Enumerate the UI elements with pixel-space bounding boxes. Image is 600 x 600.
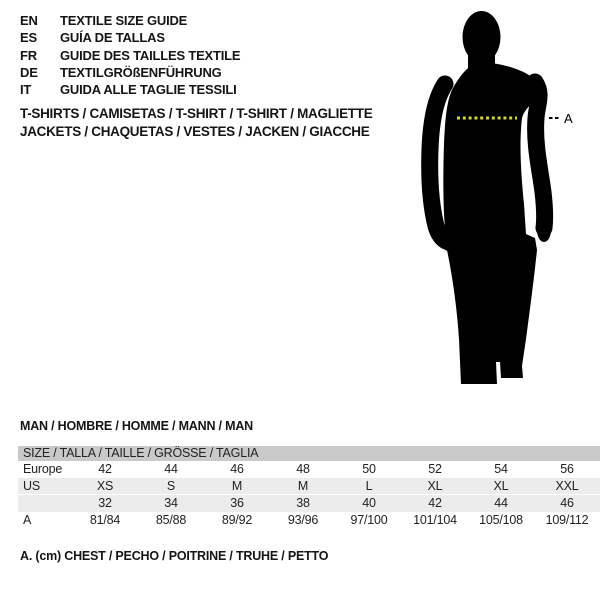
- size-cell: XS: [96, 479, 114, 493]
- size-cell: XXL: [555, 479, 579, 493]
- guide-title: TEXTILGRÖßENFÜHRUNG: [60, 64, 222, 80]
- size-cell: 97/100: [350, 513, 388, 527]
- size-cell: 32: [98, 496, 112, 510]
- size-cell: XL: [427, 479, 443, 493]
- section-title-man: MAN / HOMBRE / HOMME / MANN / MAN: [20, 419, 253, 433]
- size-cell: 40: [362, 496, 376, 510]
- language-row-de: [20, 64, 240, 81]
- size-cell: S: [166, 479, 176, 493]
- garment-line-tshirts: T-SHIRTS / CAMISETAS / T-SHIRT / T-SHIRT / MAGLIETTE: [20, 106, 373, 121]
- size-cell: 36: [230, 496, 244, 510]
- man-silhouette-figure: [403, 4, 589, 394]
- size-cell: 56: [560, 462, 574, 476]
- guide-title: GUIDE DES TAILLES TEXTILE: [60, 47, 241, 63]
- size-cell: 93/96: [287, 513, 319, 527]
- measurement-footnote: A. (cm) CHEST / PECHO / POITRINE / TRUHE / PETTO: [20, 549, 329, 563]
- language-row-it: [20, 81, 240, 98]
- guide-title: GUIDA ALLE TAGLIE TESSILI: [60, 82, 237, 98]
- size-cell: 42: [428, 496, 442, 510]
- size-cell: M: [297, 479, 309, 493]
- size-cell: 50: [362, 462, 376, 476]
- size-cell: 101/104: [413, 513, 457, 527]
- size-cell: XL: [493, 479, 509, 493]
- size-table-row-chest: [18, 512, 600, 529]
- garment-types: [20, 105, 372, 140]
- language-code: ES: [20, 30, 37, 46]
- size-table-row-us: [18, 478, 600, 495]
- guide-title: GUÍA DE TALLAS: [60, 30, 165, 46]
- man-silhouette-graphic: [403, 4, 589, 394]
- size-cell: 48: [296, 462, 310, 476]
- size-cell: 42: [98, 462, 112, 476]
- row-label: [18, 495, 72, 512]
- silhouette-right-hand: [537, 218, 551, 242]
- silhouette-torso: [443, 62, 543, 250]
- size-table-row-alt: [18, 495, 600, 512]
- guide-title: TEXTILE SIZE GUIDE: [60, 13, 188, 28]
- size-cell: 81/84: [89, 513, 121, 527]
- language-code: FR: [20, 47, 37, 63]
- row-label: A: [23, 513, 32, 527]
- size-cell: 52: [428, 462, 442, 476]
- language-code: DE: [20, 64, 38, 80]
- size-cell: 46: [230, 462, 244, 476]
- row-label: US: [23, 479, 40, 493]
- size-cell: 34: [164, 496, 178, 510]
- silhouette-right-arm: [535, 82, 545, 228]
- size-cell: 44: [164, 462, 178, 476]
- language-row-fr: [20, 47, 240, 64]
- silhouette-left-hand: [441, 233, 457, 251]
- size-cell: 46: [560, 496, 574, 510]
- row-label: Europe: [23, 462, 63, 476]
- size-cell: 85/88: [155, 513, 187, 527]
- language-row-es: [20, 29, 240, 46]
- size-cell: 54: [494, 462, 508, 476]
- language-list: [20, 12, 240, 98]
- measure-label-a: A: [564, 111, 573, 126]
- size-cell: 44: [494, 496, 508, 510]
- size-cell: 109/112: [545, 513, 589, 527]
- language-row-en: [20, 12, 240, 29]
- language-code: EN: [20, 13, 38, 28]
- size-cell: 38: [296, 496, 310, 510]
- size-cell: M: [231, 479, 243, 493]
- size-cell: 89/92: [221, 513, 253, 527]
- size-cell: 105/108: [479, 513, 523, 527]
- size-table-header: SIZE / TALLA / TAILLE / GRÖSSE / TAGLIA: [18, 446, 600, 461]
- size-cell: L: [365, 479, 373, 493]
- language-code: IT: [20, 82, 32, 98]
- size-table-row-europe: [18, 461, 600, 478]
- garment-line-jackets: JACKETS / CHAQUETAS / VESTES / JACKEN / GIACCHE: [20, 123, 370, 139]
- silhouette-legs: [447, 250, 537, 384]
- size-table: [18, 446, 600, 529]
